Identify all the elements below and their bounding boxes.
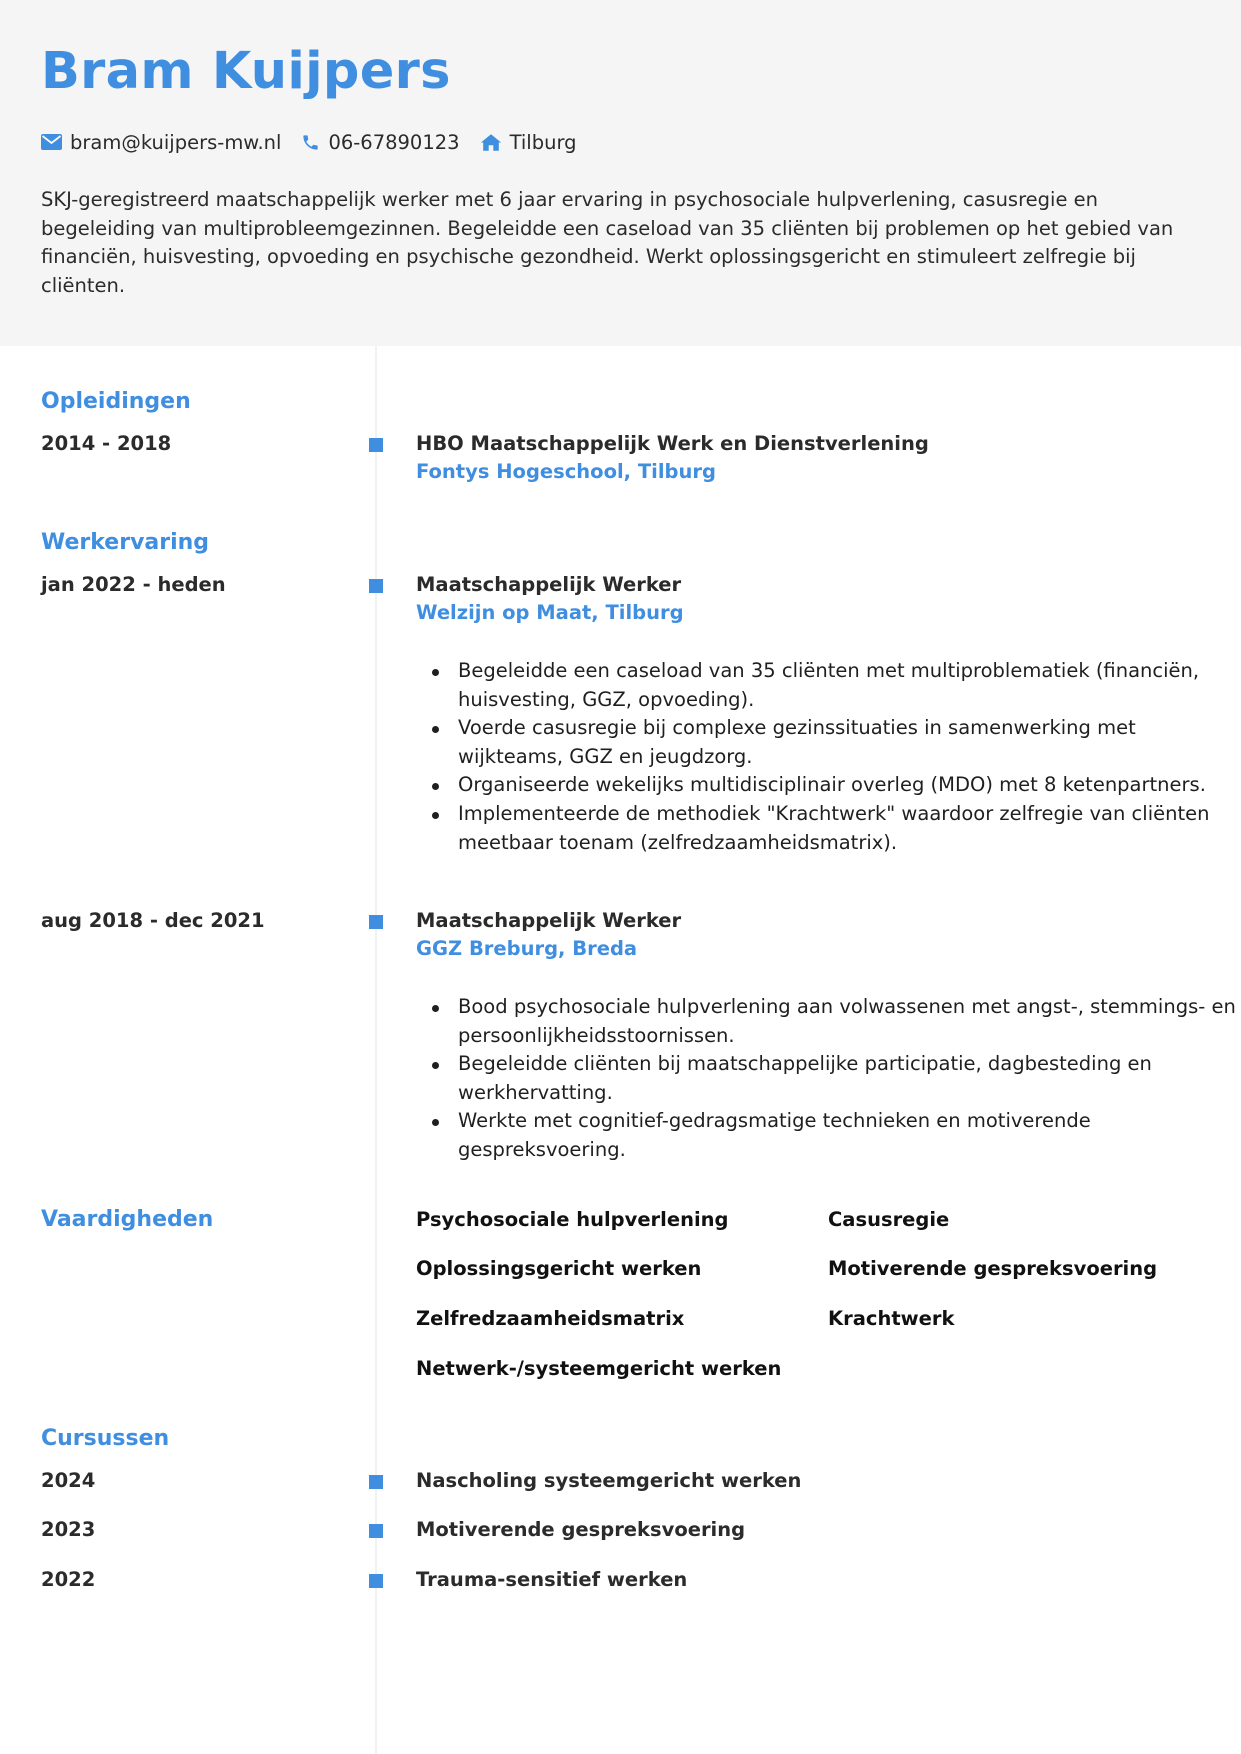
course-year: 2023 bbox=[41, 1518, 96, 1541]
timeline-marker bbox=[369, 1475, 383, 1489]
list-item: Organiseerde wekelijks multidisciplinair overleg (MDO) met 8 ketenpartners. bbox=[458, 771, 1238, 800]
list-item: Implementeerde de methodiek "Krachtwerk" waardoor zelfregie van cliënten meetbaar toenam (zelfredzaamheidsmatrix). bbox=[458, 800, 1238, 857]
education-school: Fontys Hogeschool, Tilburg bbox=[416, 460, 716, 483]
home-icon bbox=[480, 133, 502, 152]
list-item: Bood psychosociale hulpverlening aan volwassenen met angst-, stemmings- en persoonlijkheidsstoornissen. bbox=[458, 993, 1238, 1050]
section-title-education: Opleidingen bbox=[41, 389, 191, 414]
skill-item: Krachtwerk bbox=[828, 1307, 955, 1330]
list-item: Begeleidde een caseload van 35 cliënten met multiproblematiek (financiën, huisvesting, GGZ, opvoeding). bbox=[458, 657, 1238, 714]
skill-item: Netwerk-/systeemgericht werken bbox=[416, 1357, 782, 1380]
timeline-marker bbox=[369, 1524, 383, 1538]
course-year: 2024 bbox=[41, 1469, 96, 1492]
section-title-courses: Cursussen bbox=[41, 1426, 170, 1451]
education-date: 2014 - 2018 bbox=[41, 432, 172, 455]
list-item: Werkte met cognitief-gedragsmatige technieken en motiverende gespreksvoering. bbox=[458, 1107, 1238, 1164]
skill-item: Casusregie bbox=[828, 1208, 950, 1231]
timeline-marker bbox=[369, 1574, 383, 1588]
job-date: jan 2022 - heden bbox=[41, 573, 226, 596]
section-title-experience: Werkervaring bbox=[41, 530, 210, 555]
education-degree: HBO Maatschappelijk Werk en Dienstverlening bbox=[416, 432, 929, 455]
skill-item: Psychosociale hulpverlening bbox=[416, 1208, 729, 1231]
phone-icon bbox=[301, 133, 320, 152]
location-text: Tilburg bbox=[509, 130, 577, 154]
job-role: Maatschappelijk Werker bbox=[416, 573, 682, 596]
job-employer: Welzijn op Maat, Tilburg bbox=[416, 601, 684, 624]
job-bullets bbox=[416, 993, 1238, 1165]
job-bullets bbox=[416, 657, 1238, 857]
list-item: Begeleidde cliënten bij maatschappelijke participatie, dagbesteding en werkhervatting. bbox=[458, 1050, 1238, 1107]
skill-item: Zelfredzaamheidsmatrix bbox=[416, 1307, 685, 1330]
skill-item: Oplossingsgericht werken bbox=[416, 1257, 702, 1280]
envelope-icon bbox=[41, 134, 62, 150]
skill-item: Motiverende gespreksvoering bbox=[828, 1257, 1158, 1280]
job-role: Maatschappelijk Werker bbox=[416, 909, 682, 932]
phone-text: 06-67890123 bbox=[328, 130, 460, 154]
contact-line bbox=[41, 129, 597, 155]
header bbox=[0, 0, 1241, 346]
timeline-marker bbox=[369, 579, 383, 593]
course-name: Nascholing systeemgericht werken bbox=[416, 1469, 802, 1492]
contact-location bbox=[480, 131, 577, 154]
timeline-marker bbox=[369, 438, 383, 452]
email-text: bram@kuijpers-mw.nl bbox=[70, 130, 282, 154]
contact-phone[interactable] bbox=[301, 131, 459, 154]
candidate-name: Bram Kuijpers bbox=[41, 42, 451, 101]
contact-email[interactable] bbox=[41, 131, 281, 154]
course-name: Motiverende gespreksvoering bbox=[416, 1518, 746, 1541]
list-item: Voerde casusregie bij complexe gezinssituaties in samenwerking met wijkteams, GGZ en jeugdzorg. bbox=[458, 714, 1238, 771]
timeline-marker bbox=[369, 915, 383, 929]
course-year: 2022 bbox=[41, 1568, 96, 1591]
profile-summary: SKJ-geregistreerd maatschappelijk werker met 6 jaar ervaring in psychosociale hulpverlening, casusregie en begeleiding van multiprobleemgezinnen. Begeleidde een caseload van 35 cliënten bij problemen op het gebied van financiën, huisvesting, opvoeding en psychische gezondheid. Werkt oplossingsgericht en stimuleert zelfregie bij cliënten. bbox=[41, 188, 1174, 297]
course-name: Trauma-sensitief werken bbox=[416, 1568, 688, 1591]
timeline-divider bbox=[375, 346, 377, 1754]
job-employer: GGZ Breburg, Breda bbox=[416, 937, 638, 960]
job-date: aug 2018 - dec 2021 bbox=[41, 909, 265, 932]
section-title-skills: Vaardigheden bbox=[41, 1207, 214, 1232]
